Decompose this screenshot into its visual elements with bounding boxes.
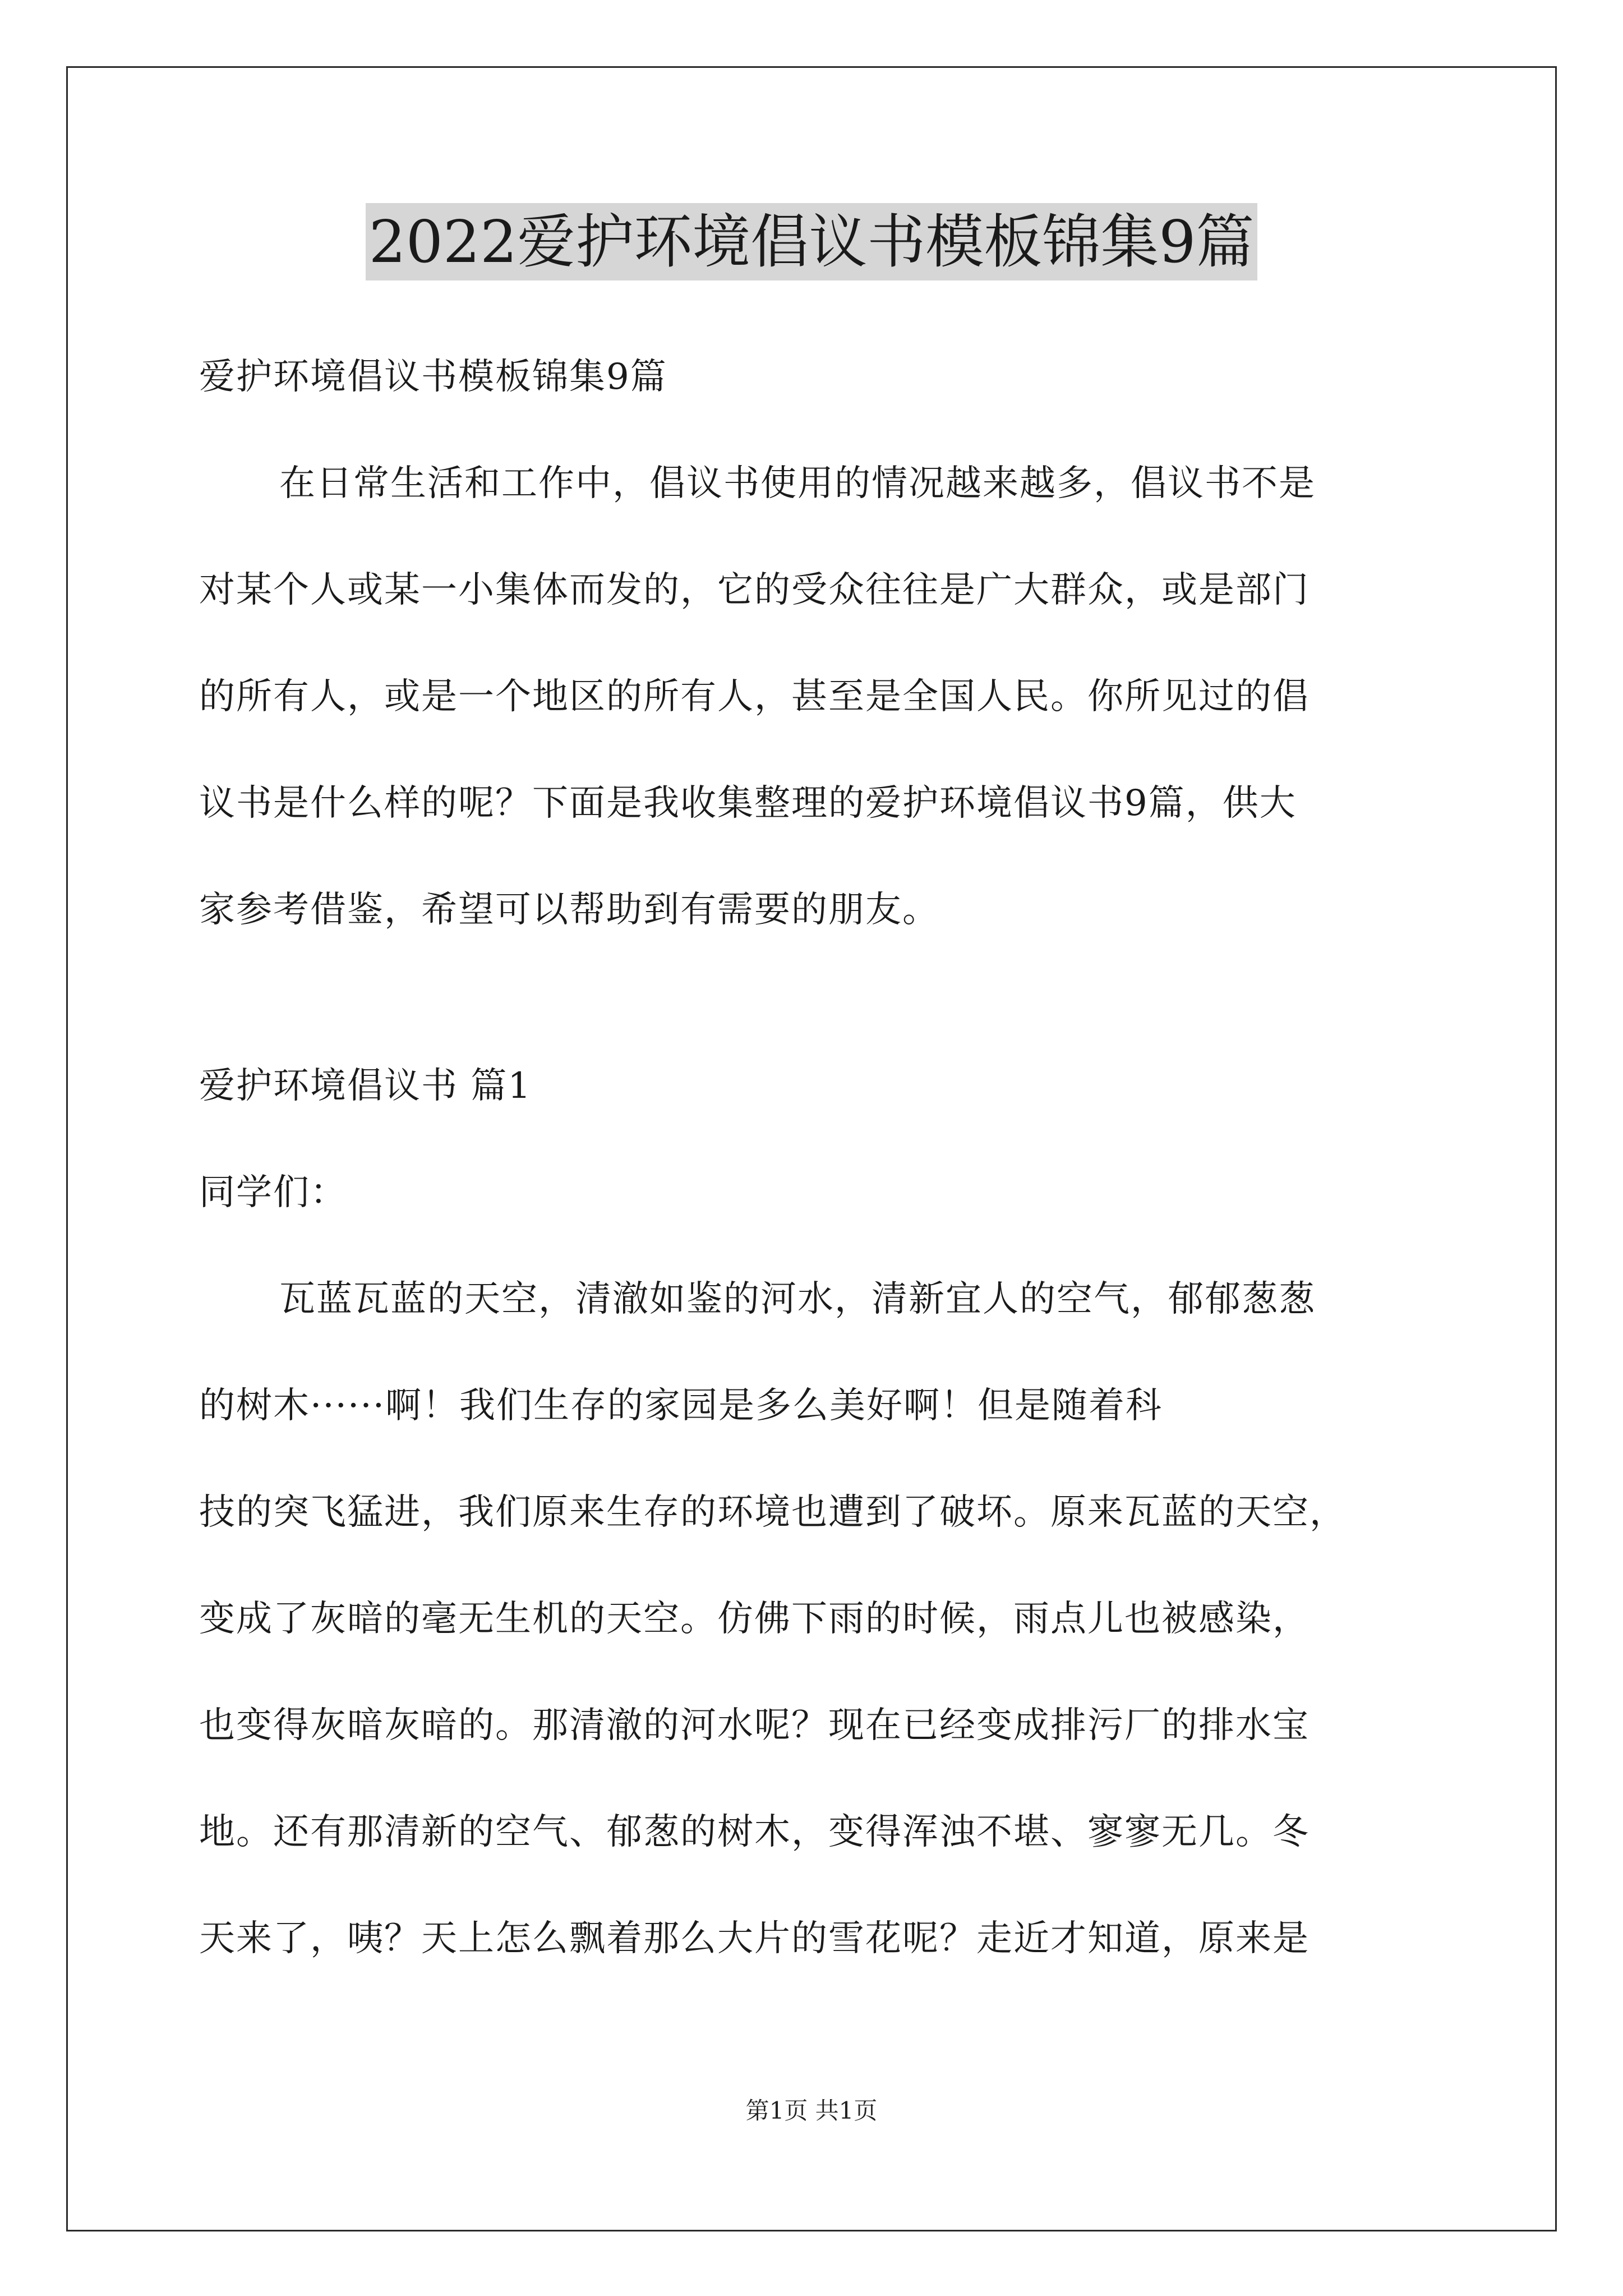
- intro-line: 议书是什么样的呢？下面是我收集整理的爱护环境倡议书9篇，供大: [199, 783, 1297, 824]
- intro-line: 的所有人，或是一个地区的所有人，甚至是全国人民。你所见过的倡: [199, 676, 1310, 717]
- body-line: 地。还有那清新的空气、郁葱的树木，变得浑浊不堪、寥寥无几。冬: [199, 1811, 1310, 1853]
- body-line: 也变得灰暗灰暗的。那清澈的河水呢？现在已经变成排污厂的排水宝: [199, 1705, 1310, 1746]
- intro-line: 家参考借鉴，希望可以帮助到有需要的朋友。: [199, 889, 939, 931]
- body-line: 技的突飞猛进，我们原来生存的环境也遭到了破坏。原来瓦蓝的天空，: [199, 1492, 1347, 1533]
- document-title: 2022爱护环境倡议书模板锦集9篇: [366, 203, 1258, 280]
- body-line: 天来了，咦？天上怎么飘着那么大片的雪花呢？走近才知道，原来是: [199, 1918, 1310, 1959]
- page-footer: 第1页 共1页: [745, 2097, 878, 2124]
- intro-line: 在日常生活和工作中，倡议书使用的情况越来越多，倡议书不是: [279, 463, 1316, 504]
- body-line: 变成了灰暗的毫无生机的天空。仿佛下雨的时候，雨点儿也被感染，: [199, 1598, 1310, 1640]
- body-line: 瓦蓝瓦蓝的天空，清澈如鉴的河水，清新宜人的空气，郁郁葱葱: [279, 1278, 1316, 1320]
- title-container: [0, 203, 1623, 280]
- intro-line: 对某个人或某一小集体而发的，它的受众往往是广大群众，或是部门: [199, 569, 1310, 611]
- document-subtitle: 爱护环境倡议书模板锦集9篇: [199, 356, 667, 398]
- section-heading: 爱护环境倡议书 篇1: [199, 1065, 532, 1107]
- body-line: 的树木······啊！我们生存的家园是多么美好啊！但是随着科: [199, 1385, 1163, 1427]
- salutation: 同学们：: [199, 1172, 347, 1213]
